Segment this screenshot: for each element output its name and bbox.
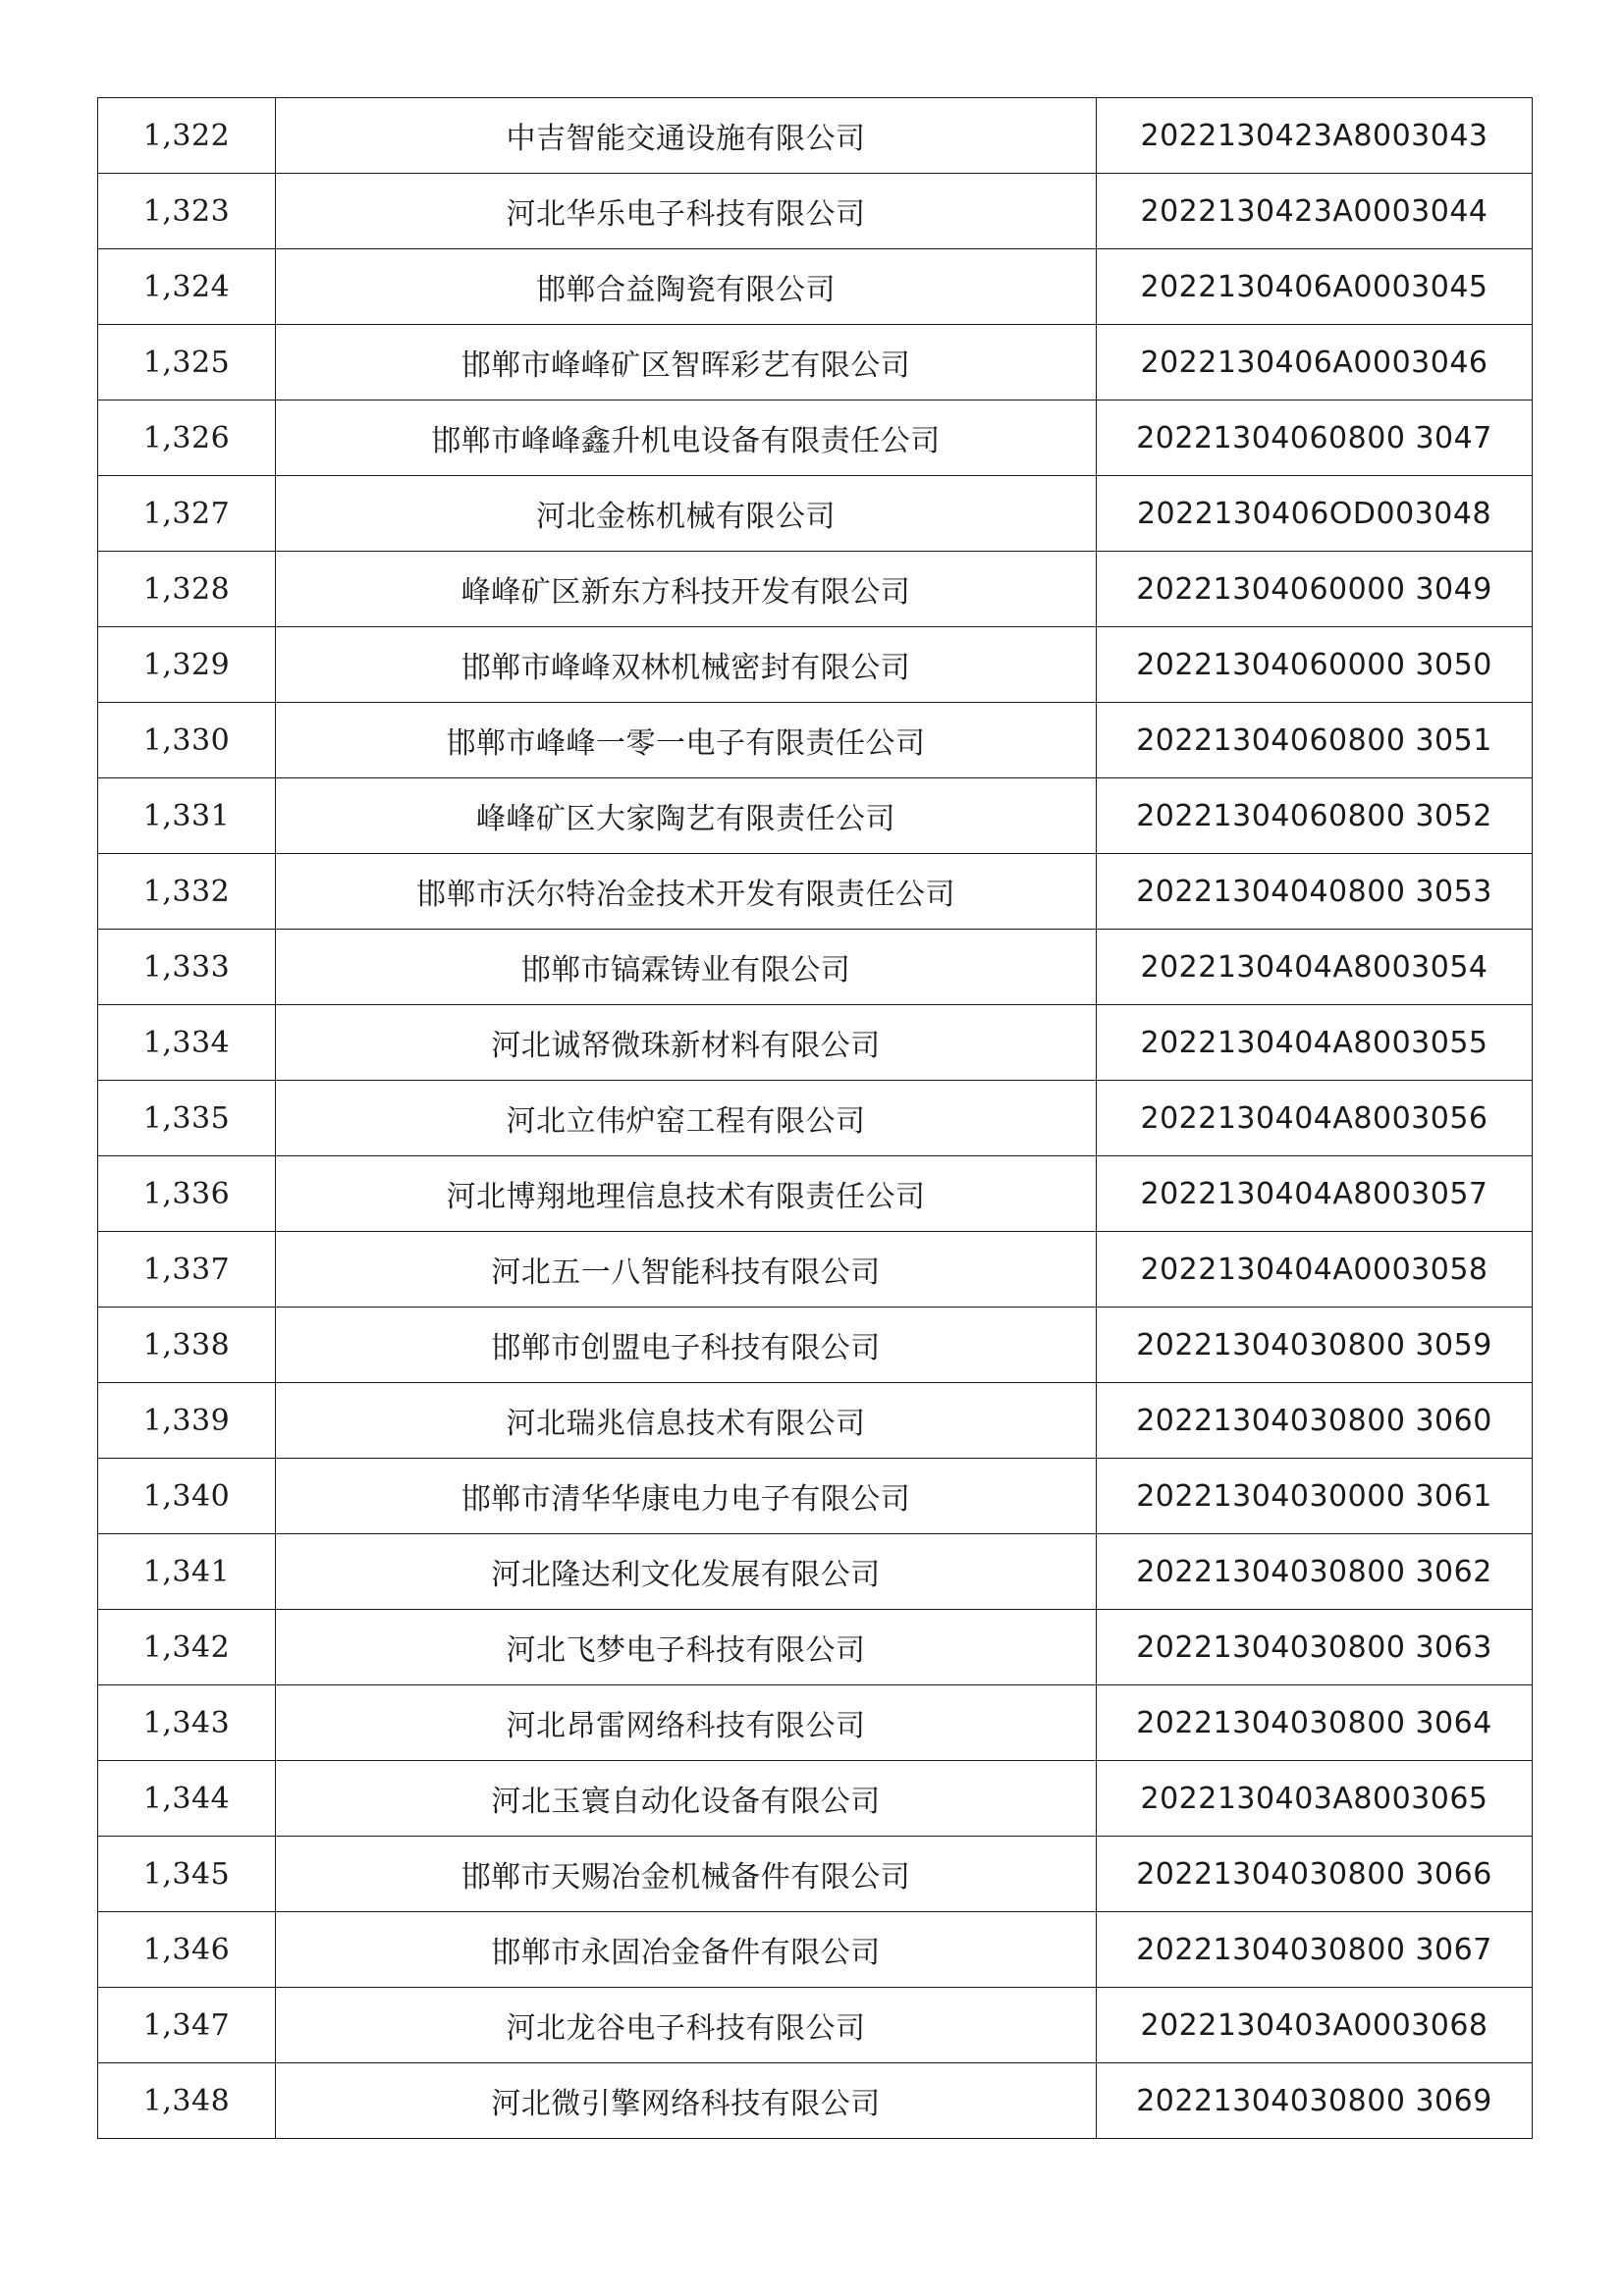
registration-code: 2022130404A8003057 (1097, 1156, 1533, 1232)
registration-code: 20221304030800 3060 (1097, 1383, 1533, 1459)
registration-code: 2022130404A8003054 (1097, 930, 1533, 1005)
table-row (98, 1610, 1533, 1685)
registration-code: 20221304030800 3066 (1097, 1837, 1533, 1912)
row-sequence-number: 1,330 (98, 703, 276, 778)
registration-code: 20221304030800 3063 (1097, 1610, 1533, 1685)
table-row (98, 778, 1533, 854)
table-row (98, 1534, 1533, 1610)
registration-code: 20221304030800 3069 (1097, 2063, 1533, 2139)
table-row (98, 930, 1533, 1005)
company-name: 邯郸市创盟电子科技有限公司 (276, 1308, 1097, 1383)
company-name: 河北五一八智能科技有限公司 (276, 1232, 1097, 1308)
company-name: 河北隆达利文化发展有限公司 (276, 1534, 1097, 1610)
row-sequence-number: 1,334 (98, 1005, 276, 1081)
row-sequence-number: 1,339 (98, 1383, 276, 1459)
company-name: 河北立伟炉窑工程有限公司 (276, 1081, 1097, 1156)
row-sequence-number: 1,336 (98, 1156, 276, 1232)
row-sequence-number: 1,338 (98, 1308, 276, 1383)
company-name: 河北微引擎网络科技有限公司 (276, 2063, 1097, 2139)
enterprise-registry-table (97, 97, 1533, 2139)
row-sequence-number: 1,333 (98, 930, 276, 1005)
table-row (98, 325, 1533, 400)
registration-code: 2022130403A0003068 (1097, 1988, 1533, 2063)
row-sequence-number: 1,322 (98, 98, 276, 174)
company-name: 邯郸市峰峰矿区智晖彩艺有限公司 (276, 325, 1097, 400)
row-sequence-number: 1,335 (98, 1081, 276, 1156)
table-row (98, 1005, 1533, 1081)
table-row (98, 1912, 1533, 1988)
registration-code: 20221304060000 3050 (1097, 627, 1533, 703)
registration-code: 2022130423A0003044 (1097, 174, 1533, 249)
table-row (98, 1383, 1533, 1459)
registration-code: 2022130423A8003043 (1097, 98, 1533, 174)
table-row (98, 627, 1533, 703)
table-row (98, 476, 1533, 552)
registration-code: 2022130404A8003055 (1097, 1005, 1533, 1081)
table-row (98, 1232, 1533, 1308)
table-row (98, 1308, 1533, 1383)
table-row (98, 1761, 1533, 1837)
row-sequence-number: 1,341 (98, 1534, 276, 1610)
company-name: 河北博翔地理信息技术有限责任公司 (276, 1156, 1097, 1232)
company-name: 河北昂雷网络科技有限公司 (276, 1685, 1097, 1761)
registration-code: 20221304060800 3047 (1097, 400, 1533, 476)
table-row (98, 1081, 1533, 1156)
company-name: 邯郸合益陶瓷有限公司 (276, 249, 1097, 325)
table-row (98, 1837, 1533, 1912)
company-name: 河北玉寰自动化设备有限公司 (276, 1761, 1097, 1837)
row-sequence-number: 1,327 (98, 476, 276, 552)
row-sequence-number: 1,329 (98, 627, 276, 703)
company-name: 河北诚帑微珠新材料有限公司 (276, 1005, 1097, 1081)
registration-code: 20221304060000 3049 (1097, 552, 1533, 627)
registration-code: 20221304030800 3067 (1097, 1912, 1533, 1988)
row-sequence-number: 1,344 (98, 1761, 276, 1837)
company-name: 河北华乐电子科技有限公司 (276, 174, 1097, 249)
row-sequence-number: 1,331 (98, 778, 276, 854)
registration-code: 20221304040800 3053 (1097, 854, 1533, 930)
row-sequence-number: 1,342 (98, 1610, 276, 1685)
registration-code: 20221304060800 3051 (1097, 703, 1533, 778)
registration-code: 2022130406OD003048 (1097, 476, 1533, 552)
table-row (98, 2063, 1533, 2139)
company-name: 河北飞梦电子科技有限公司 (276, 1610, 1097, 1685)
company-name: 邯郸市天赐冶金机械备件有限公司 (276, 1837, 1097, 1912)
company-name: 中吉智能交通设施有限公司 (276, 98, 1097, 174)
row-sequence-number: 1,347 (98, 1988, 276, 2063)
company-name: 邯郸市沃尔特冶金技术开发有限责任公司 (276, 854, 1097, 930)
registration-code: 20221304030800 3059 (1097, 1308, 1533, 1383)
table-row (98, 98, 1533, 174)
registration-code: 2022130404A0003058 (1097, 1232, 1533, 1308)
table-row (98, 552, 1533, 627)
row-sequence-number: 1,345 (98, 1837, 276, 1912)
row-sequence-number: 1,337 (98, 1232, 276, 1308)
table-body (98, 98, 1533, 2139)
row-sequence-number: 1,326 (98, 400, 276, 476)
table-row (98, 174, 1533, 249)
company-name: 邯郸市镐霖铸业有限公司 (276, 930, 1097, 1005)
company-name: 邯郸市峰峰鑫升机电设备有限责任公司 (276, 400, 1097, 476)
table-row (98, 1685, 1533, 1761)
registration-code: 2022130406A0003046 (1097, 325, 1533, 400)
row-sequence-number: 1,346 (98, 1912, 276, 1988)
registration-code: 20221304030000 3061 (1097, 1459, 1533, 1534)
company-name: 邯郸市清华华康电力电子有限公司 (276, 1459, 1097, 1534)
company-name: 峰峰矿区新东方科技开发有限公司 (276, 552, 1097, 627)
registration-code: 20221304060800 3052 (1097, 778, 1533, 854)
row-sequence-number: 1,348 (98, 2063, 276, 2139)
company-name: 邯郸市峰峰双林机械密封有限公司 (276, 627, 1097, 703)
table-row (98, 1156, 1533, 1232)
table-row (98, 1459, 1533, 1534)
company-name: 邯郸市峰峰一零一电子有限责任公司 (276, 703, 1097, 778)
row-sequence-number: 1,343 (98, 1685, 276, 1761)
table-row (98, 1988, 1533, 2063)
company-name: 河北金栋机械有限公司 (276, 476, 1097, 552)
registration-code: 20221304030800 3062 (1097, 1534, 1533, 1610)
row-sequence-number: 1,324 (98, 249, 276, 325)
table-row (98, 400, 1533, 476)
table-row (98, 703, 1533, 778)
company-name: 河北龙谷电子科技有限公司 (276, 1988, 1097, 2063)
table-row (98, 854, 1533, 930)
registration-code: 2022130406A0003045 (1097, 249, 1533, 325)
row-sequence-number: 1,323 (98, 174, 276, 249)
registry-page (97, 97, 1532, 2139)
company-name: 邯郸市永固冶金备件有限公司 (276, 1912, 1097, 1988)
row-sequence-number: 1,325 (98, 325, 276, 400)
row-sequence-number: 1,340 (98, 1459, 276, 1534)
registration-code: 20221304030800 3064 (1097, 1685, 1533, 1761)
registration-code: 2022130403A8003065 (1097, 1761, 1533, 1837)
row-sequence-number: 1,328 (98, 552, 276, 627)
company-name: 河北瑞兆信息技术有限公司 (276, 1383, 1097, 1459)
row-sequence-number: 1,332 (98, 854, 276, 930)
table-row (98, 249, 1533, 325)
registration-code: 2022130404A8003056 (1097, 1081, 1533, 1156)
company-name: 峰峰矿区大家陶艺有限责任公司 (276, 778, 1097, 854)
